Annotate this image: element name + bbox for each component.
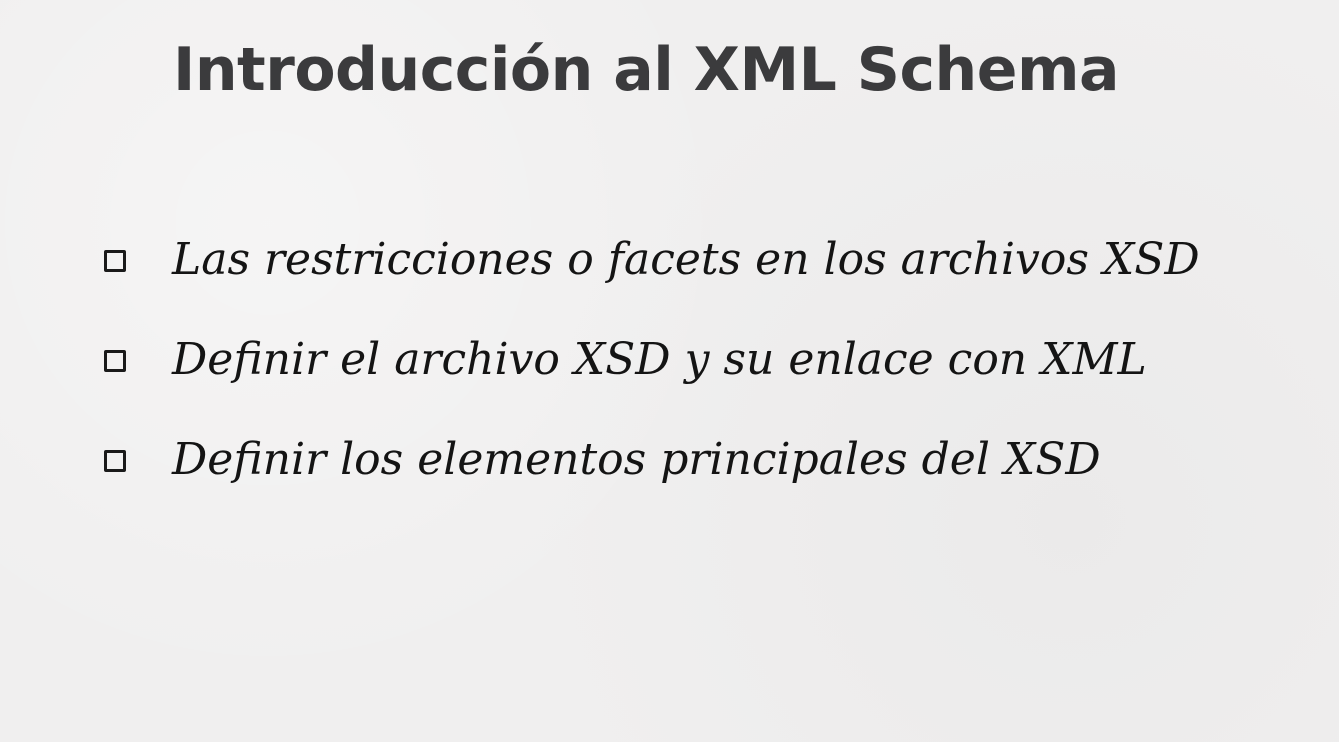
checkbox-bullet-icon <box>104 250 126 272</box>
list-item <box>100 222 1240 298</box>
bullet-text: Definir el archivo XSD y su enlace con XML <box>172 334 1147 385</box>
bullet-text: Definir los elementos principales del XSD <box>172 434 1101 485</box>
slide-title: Introducción al XML Schema <box>173 35 1119 105</box>
bullet-text: Las restricciones o facets en los archivos XSD <box>172 234 1200 285</box>
bullet-list <box>100 222 1240 522</box>
list-item <box>100 422 1240 498</box>
checkbox-bullet-icon <box>104 450 126 472</box>
list-item <box>100 322 1240 398</box>
checkbox-bullet-icon <box>104 350 126 372</box>
